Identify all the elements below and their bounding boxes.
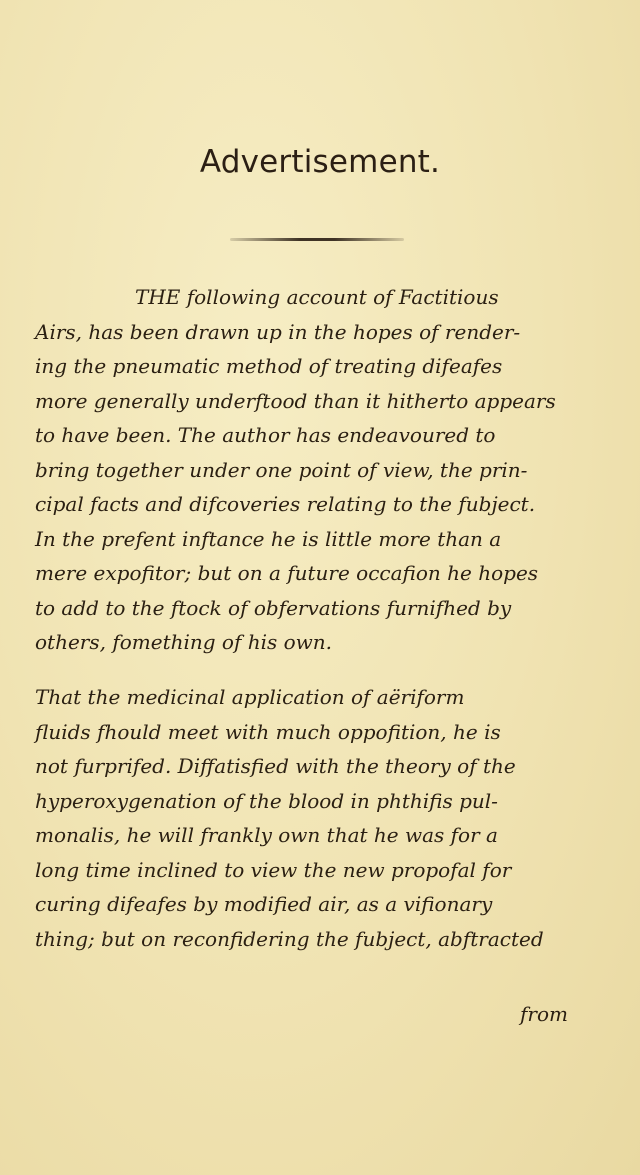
text-line: mere expofitor; but on a future occafion he hopes (35, 561, 539, 585)
text-line: curing difeafes by modified air, as a vifionary (35, 892, 493, 916)
text-line: THE following account of Factitious (135, 285, 499, 309)
text-line: not furprifed. Diffatisfied with the theory of the (35, 754, 516, 778)
text-line: monalis, he will frankly own that he was for a (35, 823, 498, 847)
text-line: more generally underftood than it hitherto appears (35, 388, 556, 413)
catchword: from (520, 1002, 568, 1026)
text-line: Airs, has been drawn up in the hopes of render- (35, 319, 521, 344)
text-line: ing the pneumatic method of treating difeafes (35, 354, 503, 378)
text-line: That the medicinal application of aëriform (35, 685, 465, 709)
ornamental-rule (230, 238, 404, 241)
text-line: long time inclined to view the new propofal for (35, 857, 512, 882)
text-line: to add to the ftock of obfervations furnifhed by (35, 595, 512, 620)
page-title: Advertisement. (199, 144, 441, 180)
text-line: In the prefent inftance he is little more than a (35, 526, 502, 551)
text-line: thing; but on reconfidering the fubject, abftracted (35, 926, 544, 951)
text-line: cipal facts and difcoveries relating to the fubject. (35, 492, 536, 516)
text-line: others, fomething of his own. (35, 630, 333, 654)
paragraph-2 (35, 680, 590, 956)
paragraph-1 (35, 280, 590, 660)
text-line: fluids fhould meet with much oppofition, he is (35, 719, 501, 744)
text-line: to have been. The author has endeavoured to (35, 423, 496, 447)
text-line: hyperoxygenation of the blood in phthifis pul- (35, 788, 498, 813)
text-line: bring together under one point of view, the prin- (35, 457, 528, 482)
